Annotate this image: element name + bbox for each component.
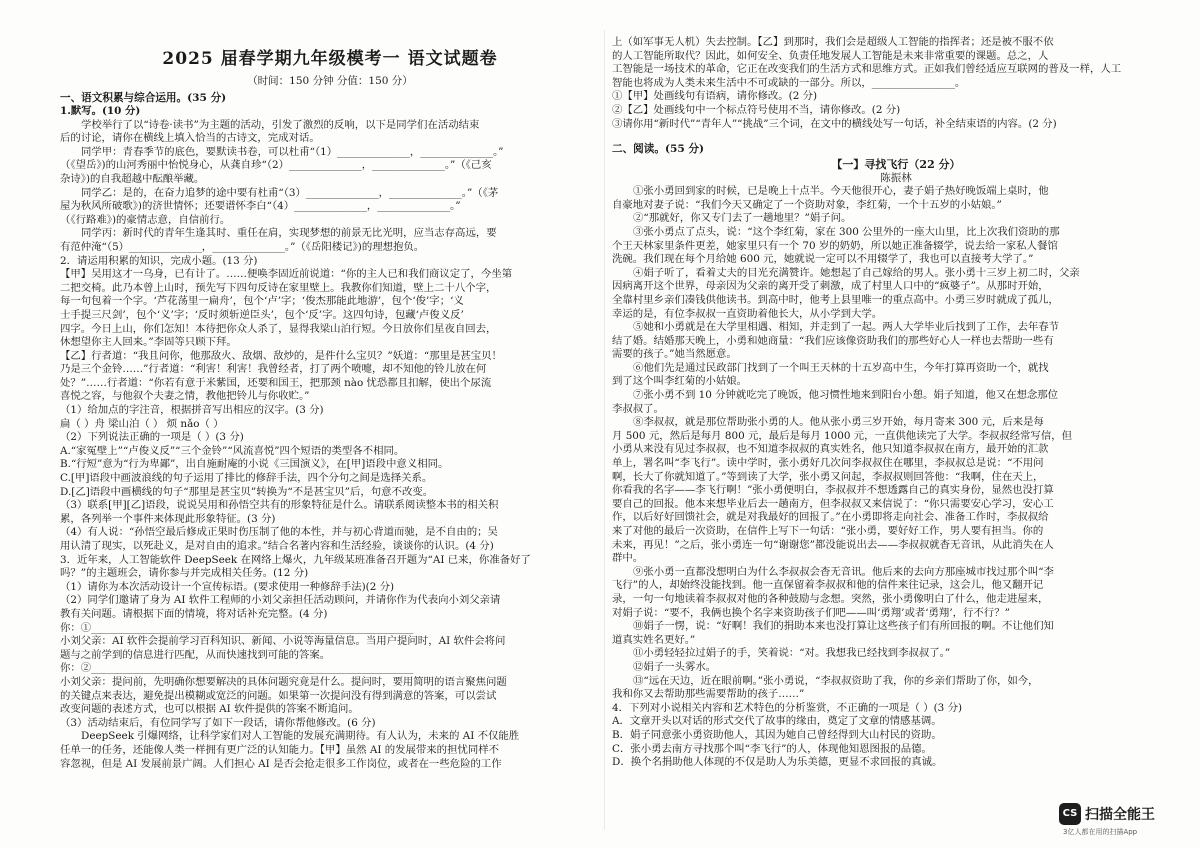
question-heading: 1.默写。(10 分) (60, 105, 141, 117)
text-line: （3）活动结束后，有位同学写了如下一段话，请你帮他修改。(6 分) (60, 716, 376, 729)
text-line: （3）联系[甲][乙]语段，说说吴用和孙悟空共有的形象特征是什么。请联系阅读整本书的相关积 (60, 499, 499, 512)
text-line: D．换个名捐助他人体现的不仅是助人为乐美德，更显不求回报的真诚。 (612, 756, 943, 769)
text-line: 幸运的是，有位李叔叔一直资助着他长大，从小学到大学。 (612, 307, 883, 320)
text-line: 来了对他的最后一次资助，在信件上写下一句话：“张小勇，要好好工作，男人要有担当。你的 (612, 525, 1044, 537)
text-line: 用认清了现实，以死赴义，是对自由的追求。”结合名著内容和生活经验，谈谈你的认识。(4 分) (60, 540, 494, 552)
text-line: 录，一句一句地读着李叔叔对他的各种鼓励与念想。突然，张小勇像明白了什么，他走进屋来， (612, 592, 1049, 605)
text-line: （2）下列说法正确的一项是（ ）(3 分) (60, 431, 244, 444)
watermark-tagline: 3亿人都在用的扫描App (1063, 828, 1138, 836)
text-line: 道真实姓名更好。” (612, 633, 696, 646)
text-line: 2．请运用积累的知识，完成小题。(13 分) (60, 254, 258, 267)
text-line: 因病离开这个世界，母亲因为父亲的离开受了刺激，成了村里人口中的“疯婆子”。从那时开始， (612, 280, 1049, 293)
text-line: 作，以后好好回馈社会，就是对我最好的回报了。”在小勇即将走向社会、准备工作时，李叔叔给 (612, 511, 1049, 524)
text-line: ③张小勇点了点头，说：“这个李红菊，家在 300 公里外的一座大山里，比上次我们资助的那 (633, 225, 1060, 238)
text-line: （《望岳》)的山河秀丽中怡悦身心，从龚自珍“（2）______________，______________。”（《己亥 (60, 159, 492, 172)
text-line: 结了婚。结婚那天晚上，小勇和她商量：“我们应该像资助我们的那些好心人一样也去帮助一些有 (612, 334, 1054, 347)
text-line: D.[乙]语段中画横线的句子“那里是甚宝贝”转换为“不是甚宝贝”后，句意不改变。 (60, 485, 434, 498)
text-line: 你：②______________________________________________________________ (60, 662, 414, 675)
text-line: ②【乙】处画线句中一个标点符号使用不当，请你修改。(2 分) (612, 103, 901, 116)
text-line: ⑧李叔叔，就是那位帮助张小勇的人。他从张小勇三岁开始，每月寄来 300 元，后来是每 (633, 416, 1044, 429)
text-line: 扁（ ）舟 梁山泊（ ） 烦 nǎo（ ） (60, 417, 224, 430)
exam-title: 2025 届春学期九年级模考一 语文试题卷 (162, 49, 498, 69)
text-line: 啊，长大了你就知道了。”等到读了大学，张小勇又问起，李叔叔则回答他：“我啊，住在天上， (612, 470, 1044, 483)
text-line: ⑪小勇轻轻拉过娟子的手，笑着说：“对。我想我已经找到李叔叔了。” (633, 647, 951, 660)
text-line: 同学丙：新时代的青年生逢其时、重任在肩，实现梦想的前景无比光明，应当志存高远，要 (81, 227, 497, 240)
text-line: （4）有人说：“孙悟空最后修成正果时伤压制了他的本性，并与初心背道而驰，是不自由的；吴 (60, 526, 498, 539)
text-line: 改变问题的表述方式，也可以根据 AI 软件提供的答案不断追问。 (60, 703, 359, 716)
text-line: C.[甲]语段中画波浪线的句子运用了排比的修辞手法，四个分句之间是选择关系。 (60, 472, 433, 485)
story-author: 陈振林 (880, 172, 912, 185)
text-line: C．张小勇去南方寻找那个叫“李飞行”的人，体现他知恩图报的品德。 (612, 742, 932, 755)
text-line: 题与之前学到的信息进行匹配，从而快速找到可能的答案。 (60, 648, 331, 661)
text-line: 同学乙：是的，在奋力追梦的途中要有杜甫“（3）______________，______________。”（《茅 (81, 186, 499, 199)
text-line: 二把交椅。此乃本曾上山时，预先写下四句反诗在家里壁上。我教你们知道，壁上二十八个字， (60, 281, 497, 294)
text-line: 吗？”的主题班会，请你参与并完成相关任务。(12 分) (60, 567, 309, 580)
text-line: 4．下列对小说相关内容和艺术特色的分析鉴赏，不正确的一项是（ ）(3 分) (612, 701, 963, 714)
text-line: ①张小勇回到家的时候，已是晚上十点半。今天他很开心，妻子娟子热好晚饭端上桌时，他 (633, 185, 1049, 198)
text-line: 任单一的任务，还能像人类一样拥有更广泛的认知能力。【甲】虽然 AI 的发展带来的担忧同样不 (60, 743, 500, 756)
text-line: 对娟子说：“要不，我俩也换个名字来资助孩子们吧——叫‘勇翔’或者‘勇翔’，行不行？” (612, 606, 1010, 619)
text-line: 群中。 (612, 552, 644, 565)
text-line: ⑨张小勇一直都没想明白为什么李叔叔会杳无音讯。他后来的去向方那座城市找过那个叫“李 (633, 565, 1054, 578)
text-line: （2）同学们邀请了身为 AI 软件工程师的小刘父亲担任活动顾问，并请你作为代表向小刘父亲请 (60, 594, 501, 607)
text-line: A．文章开头以对话的形式交代了故事的缘由，奠定了文章的情感基调。 (612, 715, 942, 728)
text-line: 自豪地对妻子说：“我们今天又确定了一个资助对象，李红菊，一个十五岁的小姑娘。” (612, 198, 1002, 211)
text-line: 小刘父亲：AI 软件会提前学习百科知识、新闻、小说等海量信息。当用户提问时，AI 软件会将问 (60, 635, 506, 648)
text-line: 每一句包着一个字。‘芦花荡里一扁舟’，包个‘卢’字；‘俊杰那能此地游’，包个‘俊’字；‘义 (60, 295, 464, 308)
text-line: 屋为秋风所破歌》)的济世情怀；还要谱怀李白“（4）______________，______________。” (60, 200, 461, 213)
text-line: 处？”……行者道：“你若有意于米紫国，还要和国王，把那颈 nào 忧恐都且扣解，使出个尿流 (60, 376, 492, 389)
text-line: 喜悦之容，与他叙个夫妻之情，教他把铃儿与你收贮。” (60, 390, 310, 403)
text-line: 全靠村里乡亲们凑钱供他读书。到高中时，他考上县里唯一的重点高中。小勇三岁时就成了孤儿， (612, 293, 1059, 306)
right-column (612, 36, 1180, 826)
exam-subtitle: （时间：150 分钟 分值：150 分） (247, 75, 413, 87)
text-line: A.“家冤壁上”“卢俊义反”“三个金铃”“风流喜悦”四个短语的类型各不相同。 (60, 444, 405, 457)
text-line: 小勇从来没有见过李叔叔，也不知道李叔叔的真实姓名，他只知道李叔叔在南方，最开始的汇款 (612, 443, 1049, 456)
watermark-app-name: 扫描全能王 (1085, 807, 1155, 823)
text-line: （1）给加点的字注音，根据拼音写出相应的汉字。(3 分) (60, 404, 324, 417)
text-line: （1）请你为本次活动设计一个宣传标语。(要求使用一种修辞手法)(2 分) (60, 580, 395, 593)
text-line: B.“行短”意为“行为卑鄙”，出自施耐庵的小说《三国演义》，在[甲]语段中意义相同。 (60, 458, 449, 471)
text-line: （《行路难》)的豪情志意，自信前行。 (60, 213, 231, 226)
text-line: 教有关问题。请根据下面的情境，将对话补充完整。(4 分) (60, 607, 328, 620)
section-heading: 一、语文积累与综合运用。(35 分) (60, 92, 227, 104)
text-line: 你看我的名字——李飞行啊！”张小勇便明白，李叔叔并不想透露自己的真实身份，显然也没打算 (612, 484, 1054, 497)
text-line: 洗碗。我们现在每个月给她 600 元，她就说一定可以不用辍学了，我也可以直接考大学了。” (612, 253, 1034, 266)
left-column (60, 40, 600, 835)
text-line: 你：①______________________________________________________________ (60, 621, 414, 634)
camscanner-logo-icon: CS (1059, 803, 1081, 825)
text-line: ⑤她和小勇就是在大学里相遇、相知，并走到了一起。两人大学毕业后找到了工作，去年春节 (633, 321, 1060, 334)
text-line: ⑫娟子一头雾水。 (633, 660, 717, 673)
spacer (612, 131, 1180, 139)
text-line: 士手提三尺剑’，包个‘义’字；‘反时须斩逆臣头’，包个‘反’字。这四句诗，包藏‘卢俊义反’ (60, 308, 464, 321)
text-line: ②“那就好，你又专门去了一趟地里？”娟子问。 (633, 212, 852, 225)
text-line: 上（如军事无人机）失去控制。【乙】到那时，我们会是超级人工智能的指挥者；还是被不服不依 (612, 36, 1054, 48)
left-column-text (60, 91, 600, 771)
camscanner-watermark (1059, 803, 1184, 837)
text-line: ⑬“远在天边，近在眼前啊。”张小勇说，“李叔叔资助了我，你的乡亲们帮助了你，如今， (633, 674, 1039, 687)
text-line: 乃是三个金铃……”行者道：“利害！利害！我曾经者，打了两个喷嚏，却不知他的铃儿放在何 (60, 363, 487, 376)
text-line: 的人工智能所取代？因此，如何安全、负责任地发展人工智能是未来非常重要的课题。总之，人 (612, 49, 1049, 62)
text-line: 李叔叔了。 (612, 402, 664, 415)
text-line: 有范仲淹“（5）______________，______________。”（《岳阳楼记》)的理想抱负。 (60, 240, 425, 253)
text-line: 飞行”的人，却始终没能找到。他一直保留着李叔叔和他的信件来往记录，这会儿，他又翻开记 (612, 579, 1044, 592)
text-line: B．娟子同意张小勇资助他人，其因为她自己曾经得到大山村民的资助。 (612, 728, 942, 741)
text-line: 未来，再见！”之后，张小勇连一句“谢谢您”都没能说出去——李叔叔就杳无音讯，从此消失在人 (612, 538, 1054, 551)
text-line: ③请你用“新时代”“青年人”“挑战”三个词，在文中的横线处写一句话，补全结束语的内容。(2 分) (612, 117, 1057, 130)
text-line: 到了这个叫李红菊的小姑娘。 (612, 375, 748, 388)
text-line: 小刘父亲：提问前，先明确你想要解决的具体问题究竟是什么。提问时，要用简明的语言聚焦问题 (60, 675, 507, 688)
text-line: 杂诗》)的自我超越中酝酿举藏。 (60, 172, 205, 185)
text-line: 同学甲：青春季节的底色，要默读书卷，可以杜甫“（1）______________，______________。” (81, 145, 504, 158)
page-fold-divider (604, 30, 605, 830)
text-line: 月 500 元，然后是每月 800 元，最后是每月 1000 元，一直供他读完了大学。李叔叔经常写信，但 (612, 429, 1072, 442)
text-line: DeepSeek 引爆网络，让科学家们对人工智能的发展充满期待。有人认为，未来的 AI 不仅能胜 (81, 730, 520, 743)
text-line: ⑥他们先是通过民政部门找到了一个叫王天林的十五岁高中生，今年打算再资助一个，就找 (633, 361, 1049, 374)
text-line: 我和你又去帮助那些需要帮助的孩子……” (612, 688, 805, 701)
text-line: 容忽视，但是 AI 发展前景广阔。人们担心 AI 是否会抢走很多工作岗位，或者在一些危险的工作 (60, 757, 502, 770)
text-line: ④娟子听了，看着丈夫的目光充满赞许。她想起了自己嫁给的男人。张小勇十三岁上初二时，父亲 (633, 266, 1080, 279)
text-line: 个王天林家里条件更差，她家里只有一个 70 岁的奶奶，所以她正准备辍学，说去给一家私人餐馆 (612, 239, 1058, 252)
text-line: 的关键点来表达，避免提出模糊或宽泛的问题。如果第一次提问没有得到满意的答案，可以尝试 (60, 689, 497, 702)
text-line: 学校举行了以“诗卷·读书”为主题的活动，引发了激烈的反响，以下是同学们在活动结束 (81, 118, 480, 131)
text-line: 休想望你主人回来。”李固等只顾下拜。 (60, 336, 237, 349)
text-line: ①【甲】处画线句有语病，请你修改。(2 分) (612, 90, 818, 103)
text-line: 智能也将成为人类未来生活中不可或缺的一部分。所以，________________。 (612, 76, 966, 89)
story-title: 【一】寻找飞行（22 分） (831, 158, 961, 172)
text-line: 要自己的回报。他本来想毕业后去一趟南方，但李叔叔又来信说了：“你只需要安心学习，安心工 (612, 497, 1054, 510)
right-column-text (612, 36, 1180, 770)
text-line: 【乙】行者道：“我且问你，他那敌火、敌烟、敌炒的，是件什么宝贝？”妖道：“那里是甚宝贝！ (60, 349, 502, 362)
text-line: 【甲】吴用这才一乌身，已有计了。……便唤李固近前说道：“你的主人已和我们商议定了，今坐第 (60, 268, 513, 281)
text-line: 累，各列举一个事件来体现此形象特征。(3 分) (60, 512, 276, 525)
text-line: 需要的孩子。”她当然愿意。 (612, 348, 737, 361)
text-line: ⑦张小勇不到 10 分钟就吃完了晚饭，他习惯性地来到阳台小憩。娟子知道，他又在想念那位 (633, 389, 1059, 402)
text-line: 工智能是一场技术的革命，它正在改变我们的生活方式和思维方式。正如我们曾经适应互联网的普及一样，人工 (612, 63, 1122, 76)
text-line: 四字。今日上山，你们怎知！本待把你众人杀了，显得我梁山泊行短。今日放你们星夜自回去， (60, 322, 497, 335)
text-line: 单上，署名叫“李飞行”。读中学时，张小勇好几次问李叔叔住在哪里，李叔叔总是说：“不用问 (612, 457, 1044, 470)
text-line: 后的讨论，请你在横线上填入恰当的古诗文，完成对话。 (60, 132, 320, 145)
section-heading: 二、阅读。(55 分) (612, 143, 705, 156)
text-line: ⑩娟子一愣，说：“好啊！我们的捐助本来也没打算让这些孩子们有所回报的啊。不让他们知 (633, 620, 1054, 633)
text-line: 3．近年来，人工智能软件 DeepSeek 在网络上爆火，九年级某班准备召开题为“AI 已来，你准备好了 (60, 553, 531, 566)
